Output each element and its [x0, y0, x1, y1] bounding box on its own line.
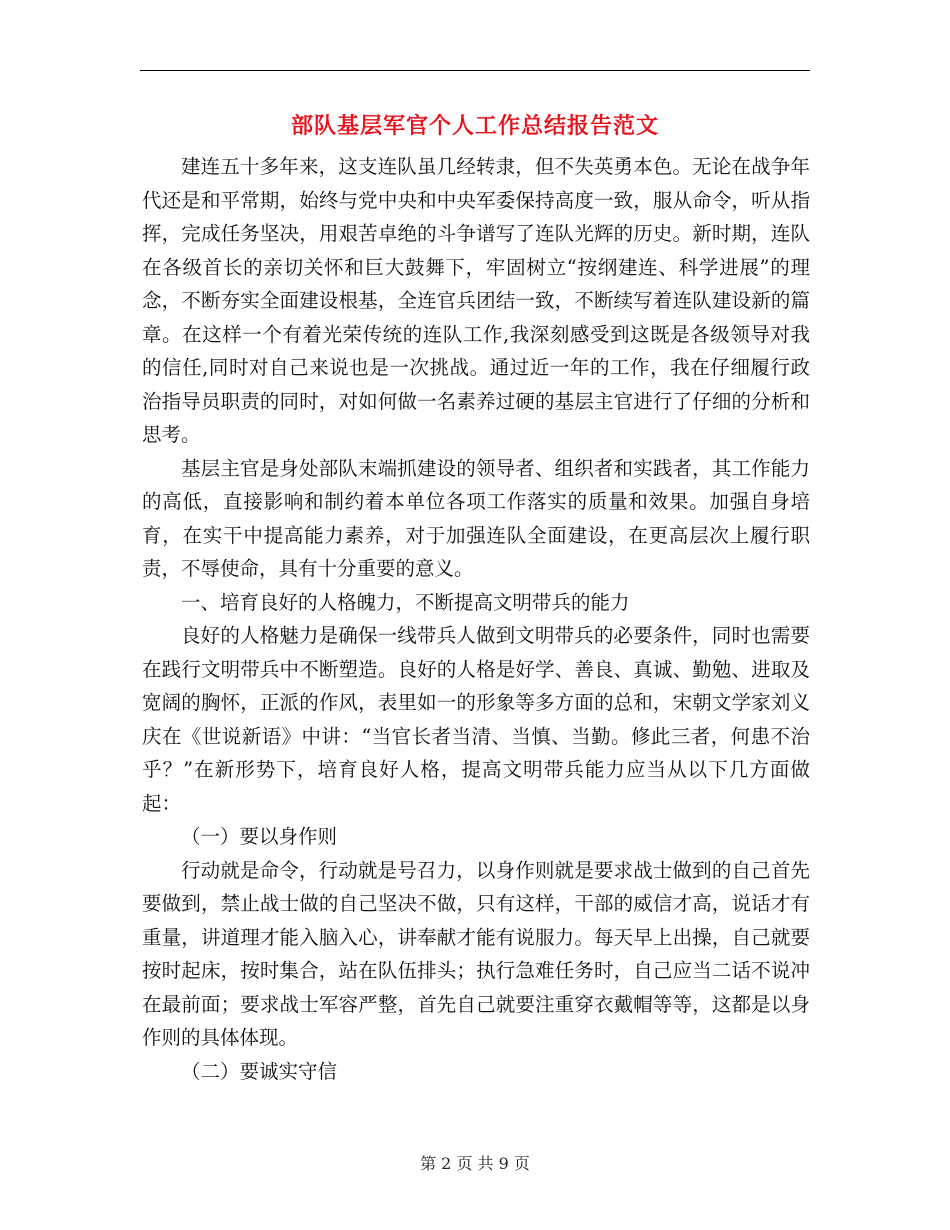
page-indicator: 第 2 页 共 9 页: [420, 1154, 530, 1173]
document-body: [142, 150, 810, 1088]
header-rule: [140, 70, 810, 71]
section-heading-1: 一、培育良好的人格魄力，不断提高文明带兵的能力: [181, 590, 630, 614]
document-title: 部队基层军官个人工作总结报告范文: [290, 113, 659, 139]
paragraph-personality: 良好的人格魅力是确保一线带兵人做到文明带兵的必要条件，同时也需要在践行文明带兵中不断塑造。良好的人格是好学、善良、真诚、勤勉、进取及宽阔的胸怀，正派的作风，表里如一的形象等多方面的总和，宋朝文学家刘义庆在《世说新语》中讲：“当官长者当清、当慎、当勤。修此三者，何患不治乎？”在新形势下，培育良好人格，提高文明带兵能力应当从以下几方面做起：: [142, 624, 810, 815]
subsection-heading-2: （二）要诚实守信: [181, 1059, 338, 1083]
subsection-heading-1: （一）要以身作则: [181, 825, 338, 848]
paragraph-role: 基层主官是身处部队末端抓建设的领导者、组织者和实践者，其工作能力的高低，直接影响和制约着本单位各项工作落实的质量和效果。加强自身培育，在实干中提高能力素养，对于加强连队全面建设，在更高层次上履行职责，不辱使命，具有十分重要的意义。: [142, 456, 810, 580]
paragraph-intro: 建连五十多年来，这支连队虽几经转隶，但不失英勇本色。无论在战争年代还是和平常期，始终与党中央和中央军委保持高度一致，服从命令，听从指挥，完成任务坚决，用艰苦卓绝的斗争谱写了连队光辉的历史。新时期，连队在各级首长的亲切关怀和巨大鼓舞下，牢固树立“按纲建连、科学进展”的理念，不断夯实全面建设根基，全连官兵团结一致，不断续写着连队建设新的篇章。在这样一个有着光荣传统的连队工作,我深刻感受到这既是各级领导对我的信任,同时对自己来说也是一次挑战。通过近一年的工作，我在仔细履行政治指导员职责的同时，对如何做一名素养过硬的基层主官进行了仔细的分析和思考。: [142, 155, 810, 446]
paragraph-lead-by-example: 行动就是命令，行动就是号召力，以身作则就是要求战士做到的自己首先要做到，禁止战士做的自己坚决不做，只有这样，干部的威信才高，说话才有重量，讲道理才能入脑入心，讲奉献才能有说服力。每天早上出操，自己就要按时起床，按时集合，站在队伍排头；执行急难任务时，自己应当二话不说冲在最前面；要求战士军容严整，首先自己就要注重穿衣戴帽等等，这都是以身作则的具体体现。: [142, 858, 810, 1049]
